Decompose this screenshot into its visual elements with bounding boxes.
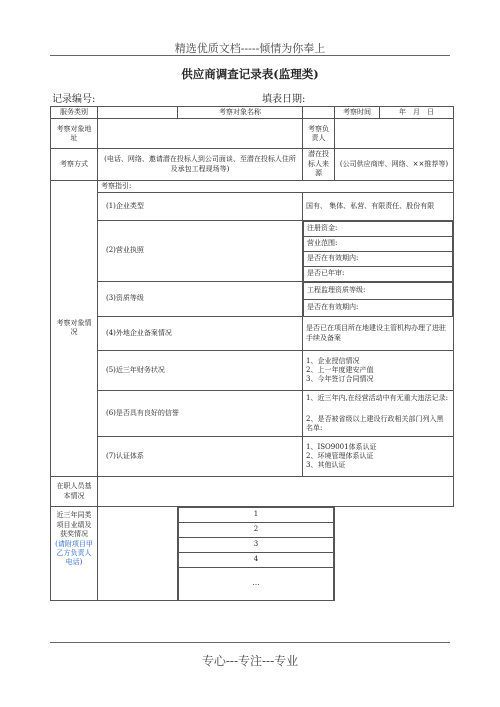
projects-blank (98, 507, 178, 601)
survey-table (50, 106, 454, 601)
item-line[interactable]: 2、环境管理体系认证 (306, 451, 374, 460)
item-line[interactable]: 是否在有效期内: (304, 252, 453, 267)
item-line[interactable]: 是否已年审: (304, 267, 453, 282)
item-label: (2)营业执照 (98, 221, 303, 282)
staff-value[interactable] (98, 477, 454, 507)
header-divider (50, 55, 450, 56)
item-line[interactable]: 工程监理资质等级: (304, 283, 453, 300)
item-label: (3)资质等级 (98, 282, 303, 317)
item-line[interactable]: 3、今年签订合同情况 (306, 375, 374, 384)
footer-divider (50, 642, 450, 643)
service-category-value[interactable] (98, 107, 178, 119)
item-line[interactable]: 1、近三年内,在经营活动中有无重大违法记录: (306, 393, 449, 402)
projects-label: 近三年同类项目业绩及获奖情况 (56, 511, 92, 539)
item-label: (7)认证体系 (98, 437, 303, 477)
license-lines (303, 221, 453, 281)
header-text: 精选优质文档-----倾情为你奉上 (174, 42, 326, 55)
projects-note: (请附项目甲乙方负责人电话) (55, 539, 93, 567)
item-label: (1)企业类型 (98, 193, 303, 221)
project-row-num[interactable]: 3 (179, 538, 334, 553)
address-value[interactable] (98, 119, 303, 149)
inspect-time-label: 考察时间 (335, 107, 380, 119)
method-text[interactable]: (电话、网络、邀请潜在投标人到公司面谈、至潜在投标人住所及承包工程现场等) (98, 149, 303, 180)
project-row-num[interactable]: 4 (179, 553, 334, 568)
inspect-time-value[interactable]: 年 月 日 (380, 107, 454, 119)
person-label: 考察负责人 (303, 119, 335, 149)
object-name-label: 考察对象名称 (178, 107, 303, 119)
project-rows (178, 507, 334, 600)
item-line[interactable]: 1、企业授信情况 (306, 356, 360, 365)
item-label: (4)外地企业备案情况 (98, 317, 303, 351)
staff-label: 在职人员基本情况 (51, 477, 98, 507)
guide-label: 考察指引: (98, 180, 454, 192)
item-line[interactable]: 是否在有效期内: (304, 300, 453, 317)
record-no-label: 记录编号: (52, 94, 96, 105)
item-line[interactable]: 注册资金: (304, 222, 453, 237)
item-value[interactable]: 国有、 集体、私营、有限责任、股份有限 (303, 193, 454, 221)
situation-label: 考察对象情况 (51, 180, 98, 476)
item-line[interactable]: 1、ISO9001体系认证 (306, 442, 377, 451)
project-row-num[interactable]: 2 (179, 523, 334, 538)
project-row-num[interactable]: … (179, 568, 334, 601)
person-value[interactable] (335, 119, 454, 149)
object-name-value[interactable] (303, 107, 335, 119)
footer-text: 专心---专注---专业 (201, 654, 299, 668)
item-line[interactable]: 2、上一年度建安产值 (306, 365, 374, 374)
page-title: 供应商调查记录表(监理类) (181, 67, 319, 81)
method-label: 考察方式 (51, 149, 98, 180)
item-line[interactable]: 3、其他认证 (306, 461, 346, 470)
source-label: 潜在投标人来源 (303, 149, 335, 180)
service-category-label: 服务类别 (51, 107, 98, 119)
project-row-num[interactable]: 1 (179, 508, 334, 523)
item-label: (6)是否具有良好的信誉 (98, 391, 303, 437)
address-label: 考察对象地址 (51, 119, 98, 149)
item-label: (5)近三年财务状况 (98, 351, 303, 391)
item-line[interactable]: 2、是否被省级以上建设行政相关部门列入黑名单: (306, 414, 444, 433)
qualification-lines (303, 282, 453, 316)
projects-right-blank (335, 507, 454, 601)
item-line[interactable]: 营业范围: (304, 237, 453, 252)
fill-date-label: 填表日期: (262, 94, 306, 105)
item-value[interactable]: 是否已在项目所在地建设主管机构办理了进驻手续及备案 (303, 317, 454, 351)
source-text[interactable]: (公司供应商库、网络、××推荐等) (335, 149, 454, 180)
